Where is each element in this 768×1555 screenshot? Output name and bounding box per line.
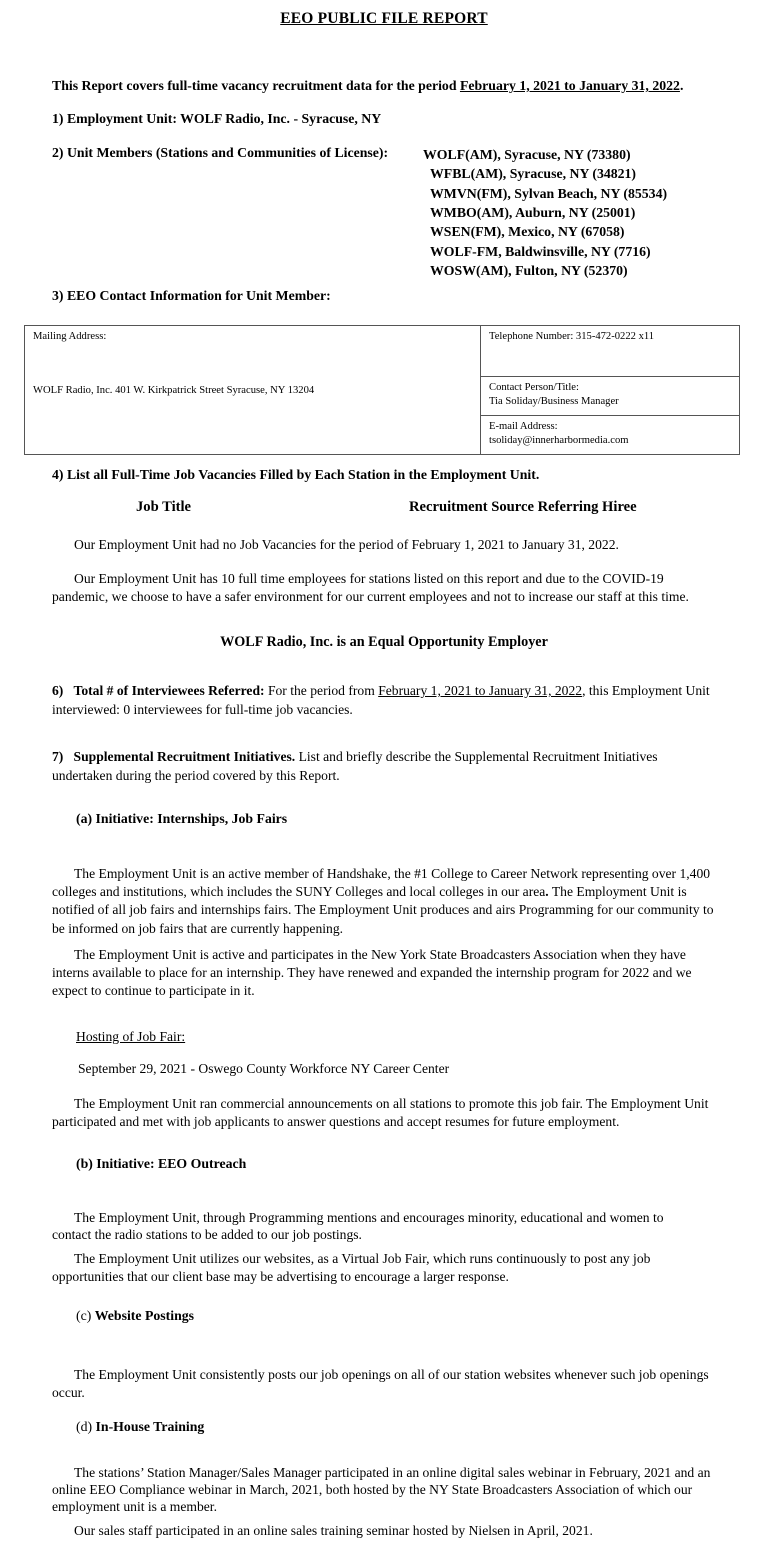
section-1-employment-unit: 1) Employment Unit: WOLF Radio, Inc. - Syracuse, NY — [52, 111, 382, 126]
handshake-bold-period: . — [545, 884, 549, 900]
email-label: E-mail Address: — [489, 421, 558, 432]
job-fair-entry: September 29, 2021 - Oswego County Workforce NY Career Center — [78, 1061, 450, 1076]
initiative-a-paragraph-1 — [52, 865, 724, 938]
initiative-c-heading — [76, 1308, 194, 1324]
initiative-d-title: In-House Training — [95, 1419, 205, 1434]
handshake-text-part1: The Employment Unit is an active member of Handshake, the #1 College to Career Network representing over 1,400 colleges and institutions, which includes the SUNY Colleges and local colleges in our area — [52, 866, 711, 900]
section-7-number: 7) — [52, 749, 64, 764]
section-6-period: February 1, 2021 to January 31, 2022 — [378, 683, 583, 698]
contact-person-value: Tia Soliday/Business Manager — [489, 395, 619, 407]
page-title-text: EEO PUBLIC FILE REPORT — [280, 10, 488, 27]
list-item: WSEN(FM), Mexico, NY (67058) — [430, 224, 625, 240]
report-period-prefix: This Report covers full-time vacancy recruitment data for the period — [52, 78, 460, 93]
initiative-c-title: Website Postings — [94, 1308, 195, 1323]
initiative-a-paragraph-2: The Employment Unit is active and participates in the New York State Broadcasters Association when they have interns available to place for an internship. They have renewed and expanded the internship program for 2022 and we expect to continue to participate in it. — [52, 947, 692, 999]
list-item: WOSW(AM), Fulton, NY (52370) — [430, 262, 628, 278]
report-period-suffix: . — [679, 78, 684, 93]
section-4-label: 4) List all Full-Time Job Vacancies Filled by Each Station in the Employment Unit. — [52, 467, 540, 482]
email-cell — [481, 416, 740, 455]
report-period-value: February 1, 2021 to January 31, 2022 — [459, 78, 680, 93]
initiative-c-paragraph-1: The Employment Unit consistently posts our job openings on all of our station websites whenever such job openings occur. — [52, 1367, 709, 1400]
no-vacancies-paragraph: Our Employment Unit had no Job Vacancies for the period of February 1, 2021 to January 31, 2022. — [74, 537, 619, 552]
section-7-heading: Supplemental Recruitment Initiatives. — [73, 749, 296, 764]
section-6-text-before: For the period from — [264, 683, 379, 698]
mailing-address-label: Mailing Address: — [33, 331, 107, 342]
list-item: WMBO(AM), Auburn, NY (25001) — [430, 204, 636, 220]
list-item: WOLF(AM), Syracuse, NY (73380) — [423, 147, 631, 162]
section-6-number: 6) — [52, 683, 64, 698]
contact-person-cell — [481, 377, 740, 416]
section-2-label: 2) Unit Members (Stations and Communities of License): — [52, 145, 389, 160]
initiative-d-heading — [76, 1419, 204, 1435]
initiative-b-paragraph-2: The Employment Unit utilizes our websites, as a Virtual Job Fair, which runs continuously to post any job opportunities that our client base may be advertising to encourage a larger response. — [52, 1251, 651, 1284]
contact-person-label: Contact Person/Title: — [489, 382, 579, 393]
report-period-line — [52, 78, 683, 94]
initiative-b-heading: (b) Initiative: EEO Outreach — [76, 1156, 247, 1171]
list-item: WOLF-FM, Baldwinsville, NY (7716) — [430, 243, 651, 259]
list-item: WFBL(AM), Syracuse, NY (34821) — [430, 166, 637, 182]
eeo-contact-table — [24, 325, 740, 455]
hosting-job-fair-label — [76, 1029, 185, 1045]
station-list — [423, 145, 667, 280]
column-header-job-title: Job Title — [136, 499, 192, 515]
page-title — [0, 0, 768, 28]
section-7-supplemental-initiatives — [52, 747, 692, 785]
telephone-cell — [481, 326, 740, 377]
table-row — [25, 326, 740, 377]
hosting-job-fair-text: Hosting of Job Fair: — [76, 1029, 186, 1044]
email-value: tsoliday@innerharbormedia.com — [489, 434, 629, 446]
mailing-address-cell — [25, 326, 481, 455]
initiative-b-paragraph-1: The Employment Unit, through Programming mentions and encourages minority, educational and women to contact the radio stations to be added to our job postings. — [52, 1210, 664, 1243]
section-7-text: List and briefly describe the Supplemental Recruitment Initiatives undertaken during the period covered by this Report. — [52, 749, 658, 784]
telephone-label: Telephone Number: 315-472-0222 x11 — [489, 331, 655, 342]
initiative-a-heading: (a) Initiative: Internships, Job Fairs — [76, 811, 288, 826]
initiative-d-prefix: (d) — [76, 1419, 96, 1434]
section-3-label: 3) EEO Contact Information for Unit Member: — [52, 288, 331, 303]
handshake-text-part2: The Employment Unit is notified of all job fairs and internships fairs. The Employment Unit produces and airs Programming for our community to be informed on job fairs that are currently happening. — [52, 884, 714, 936]
column-header-recruitment-source: Recruitment Source Referring Hiree — [409, 499, 637, 515]
section-6-interviewees — [52, 681, 728, 719]
initiative-a-paragraph-3: The Employment Unit ran commercial announcements on all stations to promote this job fair. The Employment Unit participated and met with job applicants to answer questions and accept resumes for future employment. — [52, 1096, 709, 1130]
equal-opportunity-statement: WOLF Radio, Inc. is an Equal Opportunity Employer — [220, 634, 548, 650]
section-6-heading: Total # of Interviewees Referred: — [73, 683, 265, 698]
list-item: WMVN(FM), Sylvan Beach, NY (85534) — [430, 185, 668, 201]
covid-statement-paragraph: Our Employment Unit has 10 full time employees for stations listed on this report and due to the COVID-19 pandemic, we choose to have a safer environment for our current employees and not to increase our staff at this time. — [52, 571, 689, 605]
initiative-d-paragraph-1: The stations’ Station Manager/Sales Manager participated in an online digital sales webinar in February, 2021 and an online EEO Compliance webinar in March, 2021, both hosted by the NY State Broadcasters Association of which our employment unit is a member. — [52, 1465, 711, 1515]
mailing-address-value: WOLF Radio, Inc. 401 W. Kirkpatrick Street Syracuse, NY 13204 — [33, 385, 315, 396]
initiative-d-paragraph-2: Our sales staff participated in an online sales training seminar hosted by Nielsen in April, 2021. — [74, 1523, 593, 1538]
section-6-text-after: , this Employment Unit interviewed: 0 interviewees for full-time job vacancies. — [52, 683, 710, 718]
initiative-c-prefix: (c) — [76, 1308, 95, 1323]
